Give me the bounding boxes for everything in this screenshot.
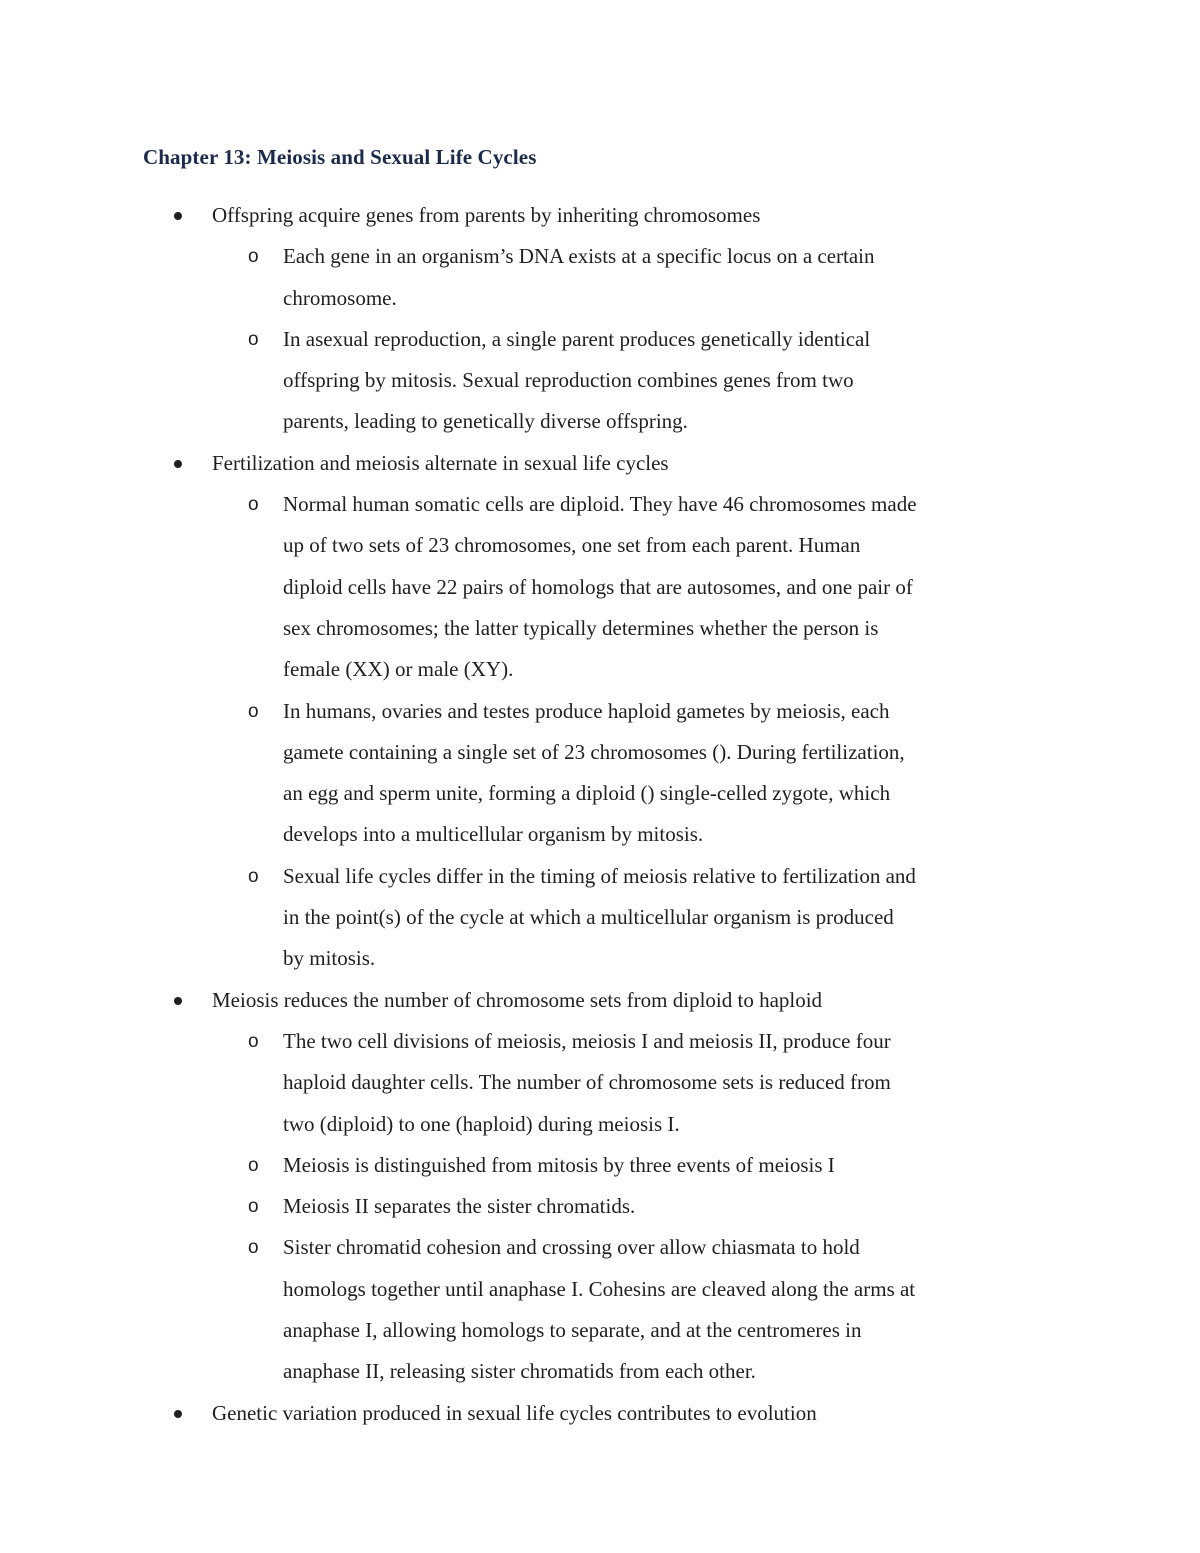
circle-bullet-icon: o <box>248 700 259 722</box>
bullet-icon <box>174 212 182 220</box>
sub-list <box>212 484 1060 980</box>
sub-item-text: In asexual reproduction, a single parent produces genetically identical offspring by mitosis. Sexual reproduction combines genes from two parents, leading to genetically diverse offspring. <box>283 326 871 434</box>
sub-item-text: Each gene in an organism’s DNA exists at a specific locus on a certain chromosome. <box>283 244 875 310</box>
sub-item <box>0 319 1060 443</box>
circle-bullet-icon: o <box>248 246 259 268</box>
bullet-icon <box>174 1410 182 1418</box>
circle-bullet-icon: o <box>248 1030 259 1052</box>
page-title: Chapter 13: Meiosis and Sexual Life Cycles <box>143 145 537 169</box>
sub-item <box>0 1227 1060 1392</box>
sub-item-text: The two cell divisions of meiosis, meiosis I and meiosis II, produce four haploid daughter cells. The number of chromosome sets is reduced from two (diploid) to one (haploid) during meiosis I. <box>283 1028 891 1136</box>
sub-item <box>0 1021 1060 1145</box>
bullet-icon <box>174 460 182 468</box>
circle-bullet-icon: o <box>248 1196 259 1218</box>
section-heading: Genetic variation produced in sexual life cycles contributes to evolution <box>212 1400 817 1425</box>
outline-list <box>0 195 1200 1434</box>
sub-item-text: In humans, ovaries and testes produce haploid gametes by meiosis, each gamete containing a single set of 23 chromosomes (). During fertilization, an egg and sperm unite, forming a diploid () single-celled zygote, which develops into a multicellular organism by mitosis. <box>283 698 905 847</box>
sub-list <box>212 236 1060 442</box>
section-heading: Offspring acquire genes from parents by inheriting chromosomes <box>212 203 761 227</box>
sub-item <box>0 236 1060 319</box>
outline-item <box>0 443 1200 980</box>
circle-bullet-icon: o <box>248 1237 259 1259</box>
sub-item <box>0 484 1060 690</box>
sub-item <box>0 1145 1060 1186</box>
sub-item <box>0 1186 1060 1227</box>
outline-item <box>0 980 1200 1393</box>
section-heading: Fertilization and meiosis alternate in sexual life cycles <box>212 450 669 475</box>
sub-item-text: Sexual life cycles differ in the timing of meiosis relative to fertilization and in the point(s) of the cycle at which a multicellular organism is produced by mitosis. <box>283 863 916 971</box>
circle-bullet-icon: o <box>248 494 259 516</box>
outline-item <box>0 195 1200 443</box>
sub-item-text: Meiosis is distinguished from mitosis by three events of meiosis I <box>283 1152 835 1177</box>
outline-item <box>0 1393 1200 1434</box>
circle-bullet-icon: o <box>248 865 259 887</box>
sub-list <box>212 1021 1060 1393</box>
section-heading: Meiosis reduces the number of chromosome sets from diploid to haploid <box>212 987 823 1012</box>
sub-item-text: Sister chromatid cohesion and crossing over allow chiasmata to hold homologs together until anaphase I. Cohesins are cleaved along the arms at anaphase I, allowing homologs to separate, and at the centromeres in anaphase II, releasing sister chromatids from each other. <box>283 1235 916 1384</box>
bullet-icon <box>174 997 182 1005</box>
sub-item-text: Meiosis II separates the sister chromatids. <box>283 1194 636 1219</box>
sub-item-text: Normal human somatic cells are diploid. They have 46 chromosomes made up of two sets of 23 chromosomes, one set from each parent. Human diploid cells have 22 pairs of homologs that are autosomes, and one pair of sex chromosomes; the latter typically determines whether the person is female (XX) or male (XY). <box>283 492 917 682</box>
circle-bullet-icon: o <box>248 328 259 350</box>
circle-bullet-icon: o <box>248 1154 259 1176</box>
sub-item <box>0 691 1060 856</box>
sub-item <box>0 856 1060 980</box>
